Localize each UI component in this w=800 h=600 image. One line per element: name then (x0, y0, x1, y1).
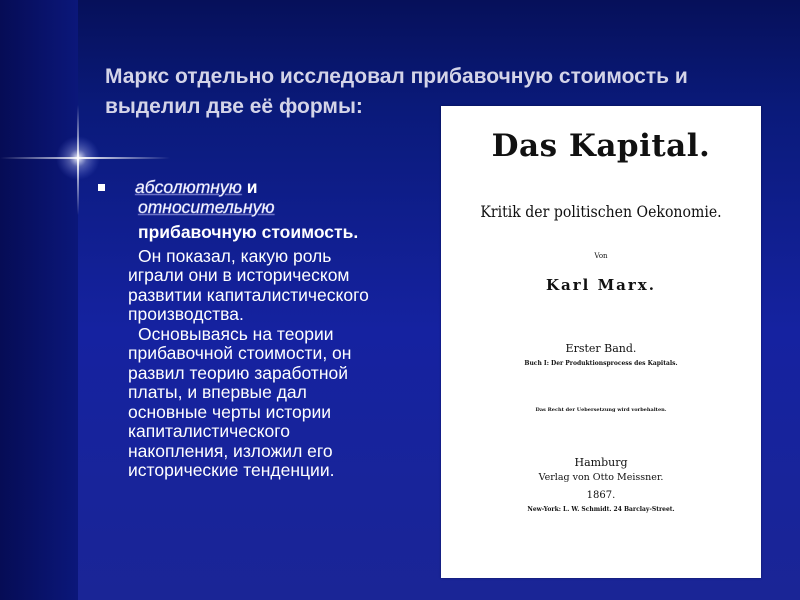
book-publisher: Verlag von Otto Meissner. (538, 472, 664, 483)
para2-line-3: платы, и впервые дал (128, 382, 307, 402)
para2-line-4: основные черты истории (128, 401, 332, 422)
para1-line-2: развитии капиталистического (128, 284, 369, 305)
para1-line-0: Он показал, какую роль (138, 245, 332, 266)
book-subtitle: Kritik der politischen Oekonomie. (480, 202, 722, 221)
title-line-2: выделил две её формы: (105, 95, 363, 118)
relative-surplus-link[interactable]: относительную (138, 196, 275, 217)
book-title: Das Kapital. (491, 128, 711, 164)
das-kapital-title-page (441, 106, 761, 578)
bullet-square-icon (98, 184, 105, 191)
bullet-item (95, 178, 425, 243)
para2-line-6: накопления, изложил его (128, 440, 333, 461)
book-city: Hamburg (574, 456, 628, 469)
para2-line-7: исторические тенденции. (128, 460, 335, 480)
bullet-content (95, 178, 425, 481)
surplus-value-text: прибавочную стоимость. (138, 222, 359, 242)
absolute-surplus-link[interactable]: абсолютную (135, 177, 242, 197)
paragraph-2 (95, 325, 425, 481)
book-part: Buch I: Der Produktionsprocess des Kapitals. (524, 360, 678, 367)
para1-line-1: играли они в историческом (128, 265, 350, 285)
title-line-1: Маркс отдельно исследовал прибавочную стоимость и (105, 65, 688, 88)
book-rights: Das Recht der Uebersetzung wird vorbehalten. (535, 407, 667, 413)
conjunction-and: и (241, 177, 258, 197)
book-von: Von (594, 252, 608, 260)
para2-line-0: Основываясь на теории (138, 323, 334, 344)
book-author: Karl Marx. (546, 276, 656, 294)
left-band (0, 0, 78, 600)
para2-line-1: прибавочной стоимости, он (128, 343, 352, 363)
book-volume: Erster Band. (565, 342, 637, 355)
para2-line-5: капиталистического (128, 421, 291, 441)
para2-line-2: развил теорию заработной (128, 362, 348, 383)
book-newyork: New-York: L. W. Schmidt. 24 Barclay-Street. (527, 506, 675, 513)
para1-line-3: производства. (128, 304, 244, 324)
paragraph-1 (95, 247, 425, 325)
book-year: 1867. (586, 490, 616, 501)
